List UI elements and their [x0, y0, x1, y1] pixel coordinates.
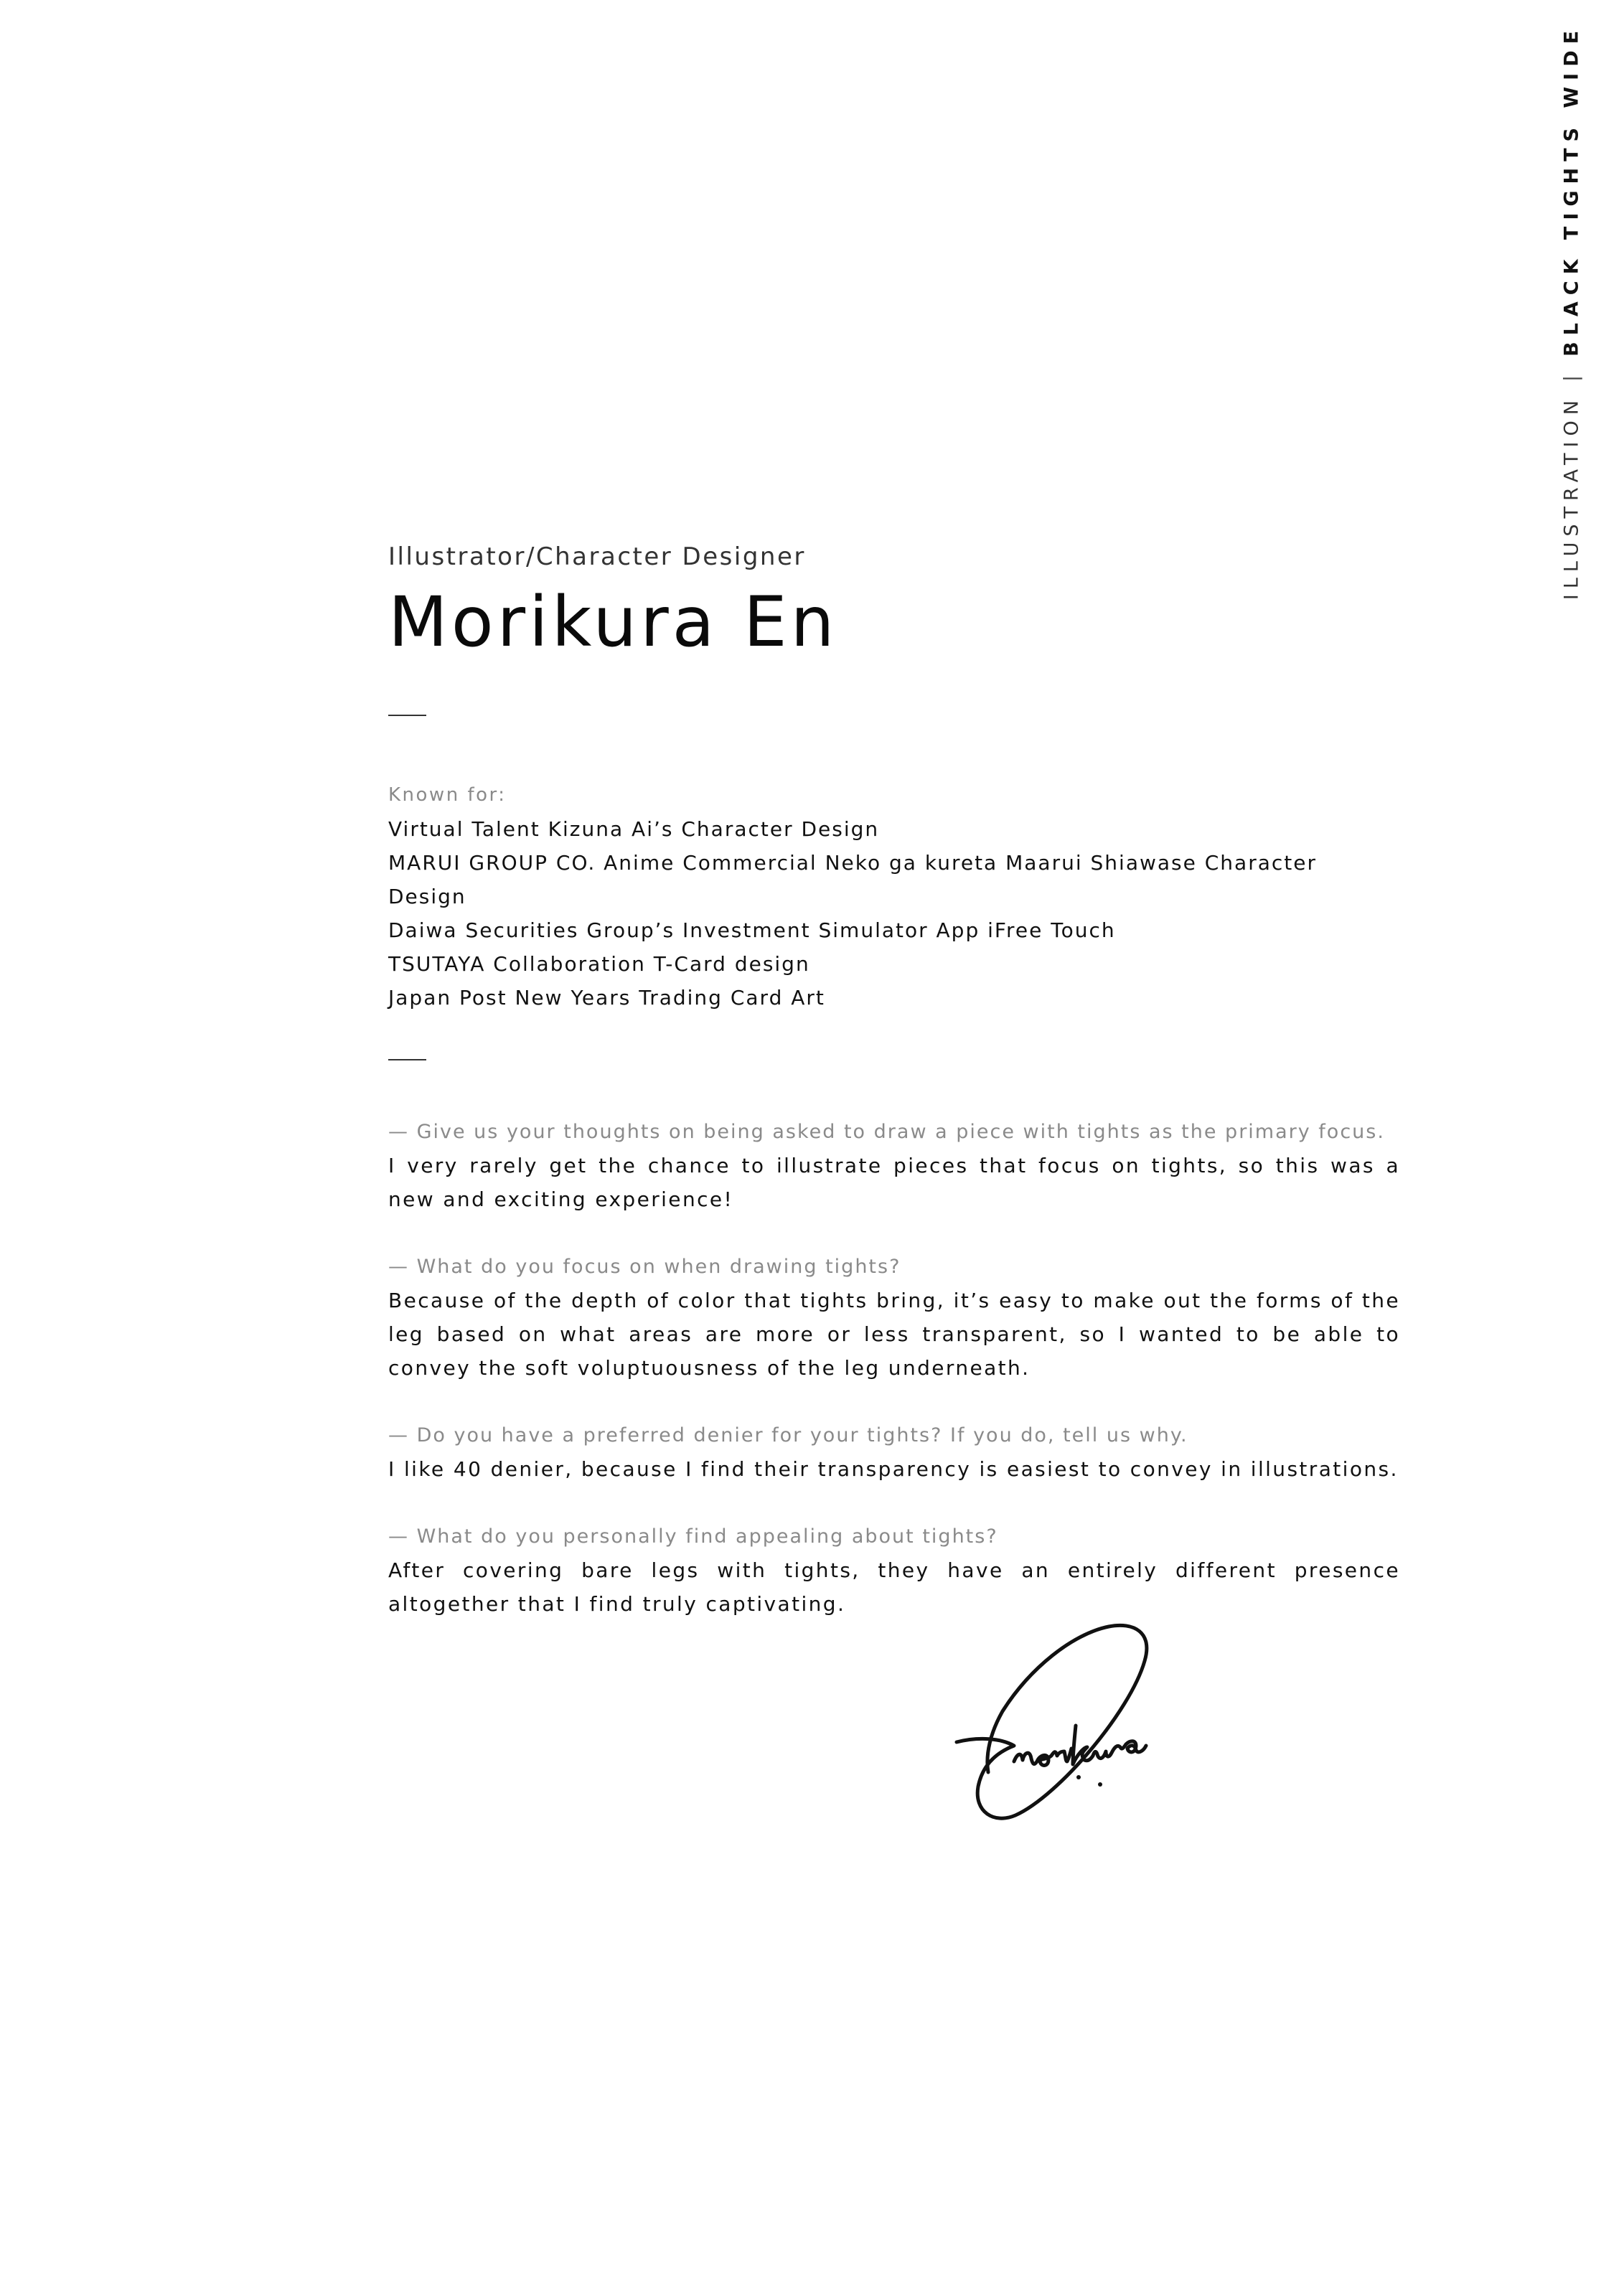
known-for-item: Japan Post New Years Trading Card Art — [388, 986, 825, 1010]
side-label — [1539, 24, 1604, 601]
signature-loop-stroke — [957, 1625, 1147, 1818]
interview-question: — What do you personally find appealing about tights? — [388, 1525, 998, 1548]
divider-2 — [388, 1059, 426, 1060]
signature-dot — [1076, 1775, 1081, 1779]
known-for-item: TSUTAYA Collaboration T-Card design — [388, 952, 810, 976]
interview-answer: I very rarely get the chance to illustrate pieces that focus on tights, so this was a new and exciting experience! — [388, 1154, 1400, 1211]
profile-role: Illustrator/Character Designer — [388, 542, 806, 571]
known-for-label: Known for: — [388, 784, 507, 806]
profile-name: Morikura En — [388, 582, 838, 662]
known-for-item: Virtual Talent Kizuna Ai’s Character Design — [388, 817, 880, 841]
signature-dot — [1098, 1782, 1102, 1787]
interview-answer: I like 40 denier, because I find their transparency is easiest to convey in illustrations. — [388, 1457, 1399, 1481]
interview-answer: Because of the depth of color that tights bring, it’s easy to make out the forms of the leg based on what areas are more or less transparent, so I wanted to be able to convey the soft voluptuousness of the leg underneath. — [388, 1289, 1400, 1380]
interview-question: — Give us your thoughts on being asked to draw a piece with tights as the primary focus. — [388, 1121, 1385, 1143]
known-for-item: Daiwa Securities Group’s Investment Simulator App iFree Touch — [388, 918, 1116, 942]
interview-item — [388, 1418, 1400, 1486]
side-label-text — [1561, 24, 1583, 600]
interview-section — [388, 1115, 1400, 1621]
side-label-separator: | — [1560, 369, 1583, 382]
divider-1 — [388, 715, 426, 716]
side-label-category: ILLUSTRATION — [1560, 395, 1583, 601]
profile-content — [388, 537, 1400, 1655]
interview-item — [388, 1115, 1400, 1216]
interview-question: — What do you focus on when drawing tights? — [388, 1256, 901, 1278]
known-for-item: MARUI GROUP CO. Anime Commercial Neko ga kureta Maarui Shiawase Character Design — [388, 851, 1317, 908]
side-label-series: BLACK TIGHTS WIDE — [1560, 24, 1583, 357]
interview-item — [388, 1520, 1400, 1621]
interview-answer: After covering bare legs with tights, they have an entirely different presence altogether that I find truly captivating. — [388, 1558, 1400, 1616]
interview-question: — Do you have a preferred denier for your tights? If you do, tell us why. — [388, 1424, 1188, 1446]
signature — [951, 1618, 1184, 1830]
known-for-section — [388, 778, 1400, 1015]
interview-item — [388, 1250, 1400, 1385]
